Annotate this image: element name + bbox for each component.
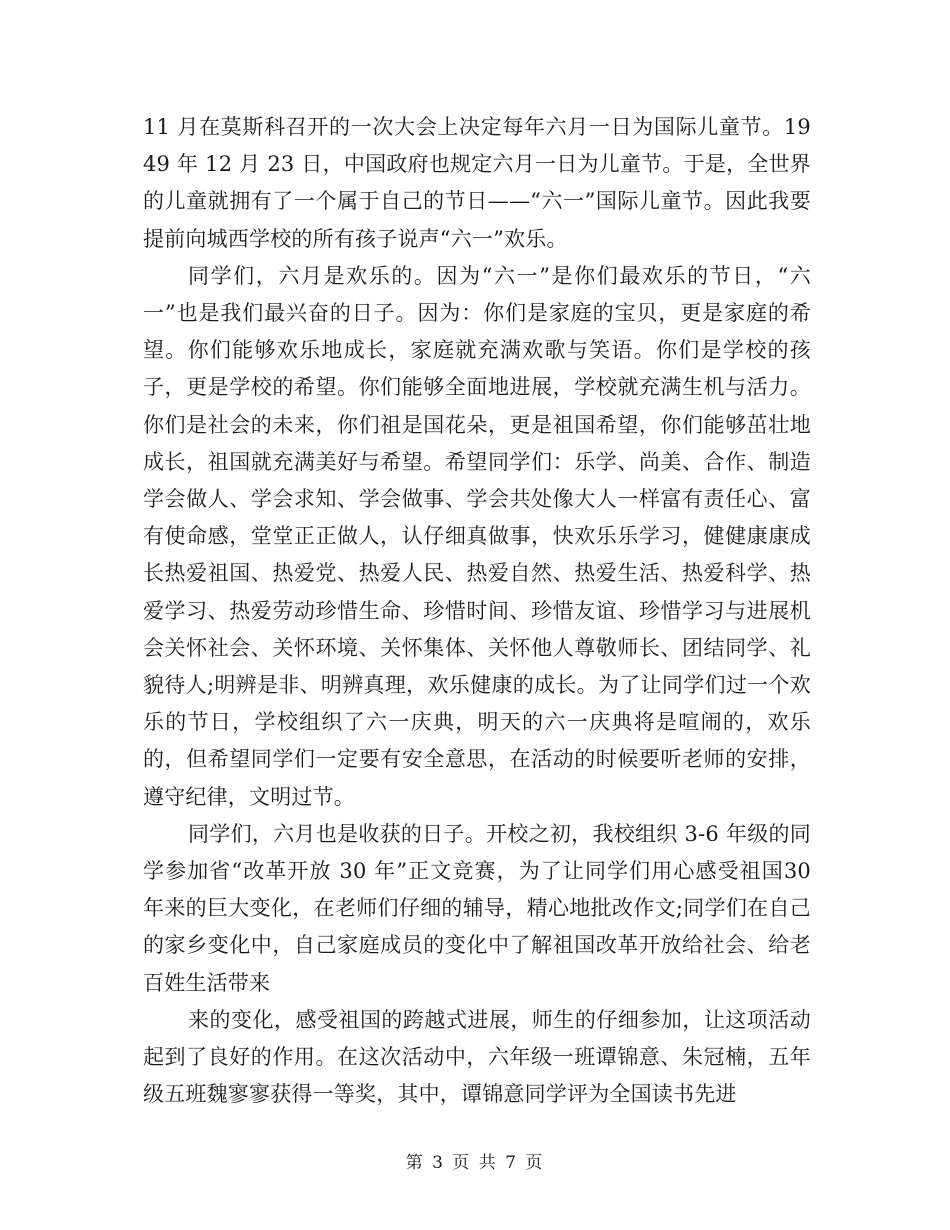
paragraph-1: 11 月在莫斯科召开的一次大会上决定每年六月一日为国际儿童节。1949 年 12 月 23 日，中国政府也规定六月一日为儿童节。于是，全世界的儿童就拥有了一个属于自己的节日——“六一”国际儿童节。因此我要提前向城西学校的所有孩子说声“六一”欢乐。 <box>143 115 811 251</box>
paragraph-4: 来的变化，感受祖国的跨越式进展，师生的仔细参加，让这项活动起到了良好的作用。在这次活动中，六年级一班谭锦意、朱冠楠，五年级五班魏寥寥获得一等奖，其中，谭锦意同学评为全国读书先进 <box>143 1007 811 1107</box>
document-body <box>143 109 811 1113</box>
paragraph-2: 同学们，六月是欢乐的。因为“六一”是你们最欢乐的节日，“六一”也是我们最兴奋的日子。因为：你们是家庭的宝贝，更是家庭的希望。你们能够欢乐地成长，家庭就充满欢歌与笑语。你们是学校的孩子，更是学校的希望。你们能够全面地进展，学校就充满生机与活力。你们是社会的未来，你们祖是国花朵，更是祖国希望，你们能够茁壮地成长，祖国就充满美好与希望。希望同学们：乐学、尚美、合作、制造学会做人、学会求知、学会做事、学会共处像大人一样富有责任心、富有使命感，堂堂正正做人，认仔细真做事，快欢乐乐学习，健健康康成长热爱祖国、热爱党、热爱人民、热爱自然、热爱生活、热爱科学、热爱学习、热爱劳动珍惜生命、珍惜时间、珍惜友谊、珍惜学习与进展机会关怀社会、关怀环境、关怀集体、关怀他人尊敬师长、团结同学、礼貌待人;明辨是非、明辨真理，欢乐健康的成长。为了让同学们过一个欢乐的节日，学校组织了六一庆典，明天的六一庆典将是喧闹的，欢乐的，但希望同学们一定要有安全意思，在活动的时候要听老师的安排，遵守纪律，文明过节。 <box>143 263 811 809</box>
page-number-footer: 第 3 页 共 7 页 <box>405 1153 545 1173</box>
paragraph-3: 同学们，六月也是收获的日子。开校之初，我校组织 3-6 年级的同学参加省“改革开放 30 年”正文竞赛，为了让同学们用心感受祖国30 年来的巨大变化，在老师们仔细的辅导，精心地批改作文;同学们在自己的家乡变化中，自己家庭成员的变化中了解祖国改革开放给社会、给老百姓生活带来 <box>143 821 811 995</box>
